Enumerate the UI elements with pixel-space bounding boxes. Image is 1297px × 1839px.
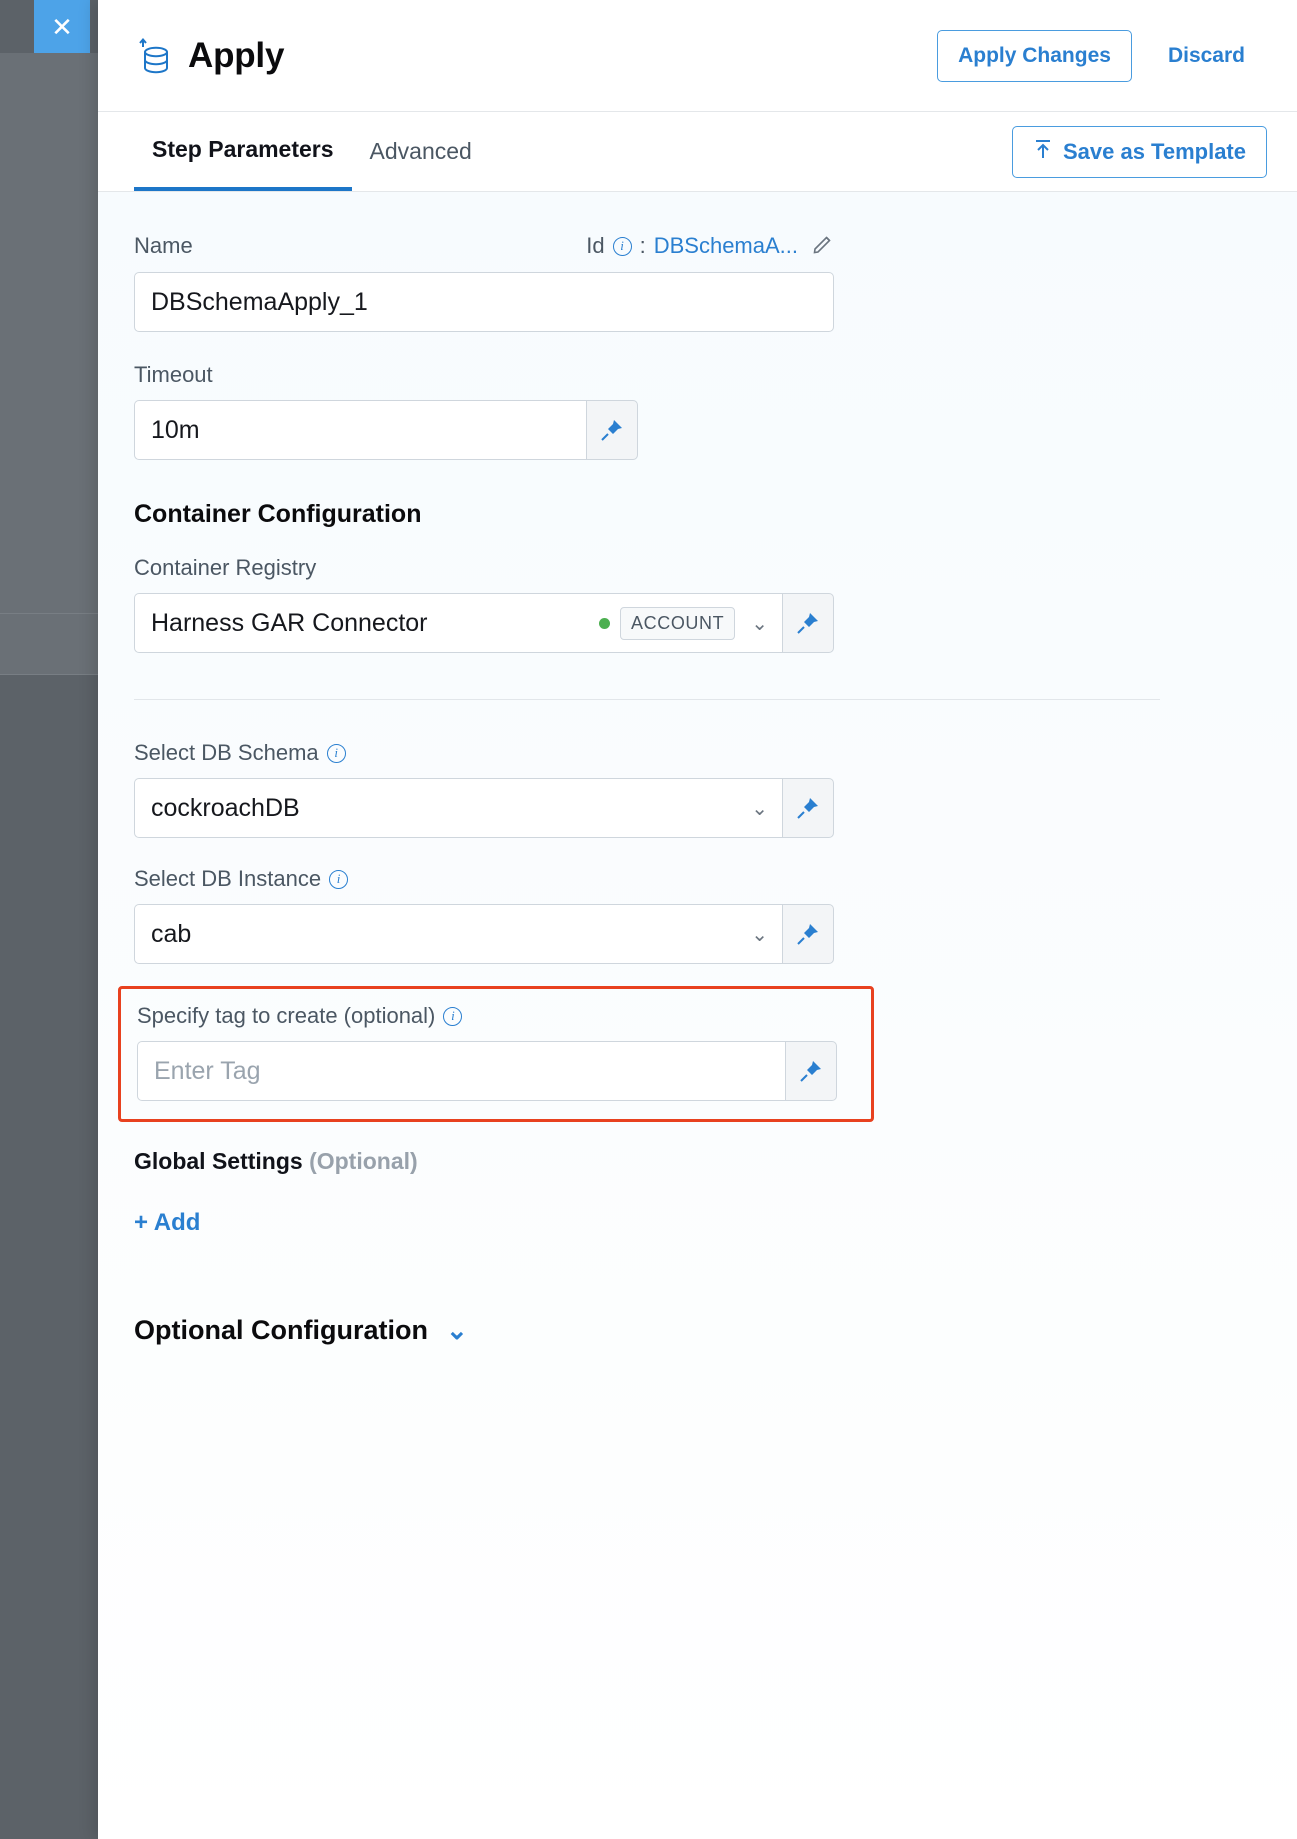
db-schema-pin-icon[interactable]	[782, 778, 834, 838]
db-instance-pin-icon[interactable]	[782, 904, 834, 964]
info-icon[interactable]: i	[443, 1007, 462, 1026]
add-global-setting-button[interactable]: + Add	[134, 1209, 201, 1236]
id-value: DBSchemaA...	[653, 233, 798, 258]
container-configuration-title: Container Configuration	[134, 500, 422, 528]
upload-icon	[1033, 138, 1053, 166]
chevron-down-icon[interactable]: ⌄	[751, 612, 768, 635]
global-settings-optional: (Optional)	[309, 1148, 418, 1174]
tag-label-text: Specify tag to create (optional)	[137, 1003, 436, 1028]
save-as-template-label: Save as Template	[1062, 138, 1246, 164]
name-label: Name	[134, 233, 193, 258]
global-settings-label	[134, 1148, 1261, 1175]
info-icon[interactable]: i	[329, 870, 348, 889]
connector-status-icon	[599, 618, 610, 629]
select-db-schema-label	[134, 740, 1261, 766]
canvas-band-2	[0, 614, 98, 674]
canvas-divider-2	[0, 674, 98, 675]
close-icon[interactable]: ✕	[34, 0, 90, 53]
container-registry-pin-icon[interactable]	[782, 593, 834, 653]
scope-badge: ACCOUNT	[620, 607, 735, 640]
name-input[interactable]: DBSchemaApply_1	[134, 272, 834, 332]
container-registry-value: Harness GAR Connector	[151, 608, 428, 637]
optional-configuration-toggle[interactable]	[134, 1315, 1261, 1346]
edit-pencil-icon[interactable]	[812, 232, 834, 260]
step-parameters-form	[98, 192, 1297, 1839]
global-settings-text: Global Settings	[134, 1148, 303, 1174]
select-db-schema-label-text: Select DB Schema	[134, 740, 319, 765]
container-registry-select[interactable]	[134, 593, 782, 653]
step-id-block	[586, 232, 834, 260]
discard-button[interactable]: Discard	[1162, 43, 1251, 69]
tag-label	[137, 1003, 855, 1029]
optional-configuration-label: Optional Configuration	[134, 1315, 428, 1345]
pipeline-canvas-strip	[0, 0, 98, 1839]
tag-input[interactable]: Enter Tag	[137, 1041, 785, 1101]
timeout-pin-icon[interactable]	[586, 400, 638, 460]
apply-changes-button[interactable]: Apply Changes	[937, 30, 1132, 82]
timeout-field-group	[134, 400, 1261, 460]
chevron-down-icon[interactable]: ⌄	[751, 797, 768, 820]
tag-pin-icon[interactable]	[785, 1041, 837, 1101]
container-registry-field-group	[134, 593, 1261, 653]
tab-bar-spacer	[490, 112, 1012, 191]
db-schema-field-group	[134, 778, 1261, 838]
step-configuration-drawer	[98, 0, 1297, 1839]
timeout-label: Timeout	[134, 362, 213, 387]
db-instance-select[interactable]	[134, 904, 782, 964]
tag-field-group	[137, 1041, 855, 1101]
drawer-header	[98, 0, 1297, 112]
info-icon[interactable]: i	[327, 744, 346, 763]
canvas-band-1	[0, 53, 98, 613]
section-divider	[134, 699, 1160, 700]
timeout-input[interactable]: 10m	[134, 400, 586, 460]
id-separator: :	[639, 233, 646, 258]
chevron-down-icon[interactable]: ⌄	[751, 923, 768, 946]
name-id-row	[134, 232, 834, 260]
id-label: Id	[586, 233, 605, 258]
page-title: Apply	[188, 35, 285, 75]
tab-step-parameters[interactable]: Step Parameters	[134, 112, 352, 191]
info-icon[interactable]: i	[613, 237, 632, 256]
tab-bar	[98, 112, 1297, 192]
chevron-down-icon[interactable]: ⌄	[445, 1315, 468, 1345]
container-registry-label: Container Registry	[134, 555, 317, 580]
db-schema-value: cockroachDB	[151, 793, 300, 822]
db-instance-field-group	[134, 904, 1261, 964]
database-apply-icon	[134, 34, 174, 78]
db-schema-select[interactable]	[134, 778, 782, 838]
select-db-instance-label	[134, 866, 1261, 892]
save-as-template-button[interactable]	[1012, 126, 1267, 178]
tag-field-highlight	[118, 986, 874, 1122]
tab-advanced[interactable]: Advanced	[369, 138, 472, 164]
db-instance-value: cab	[151, 919, 192, 948]
select-db-instance-label-text: Select DB Instance	[134, 866, 322, 891]
